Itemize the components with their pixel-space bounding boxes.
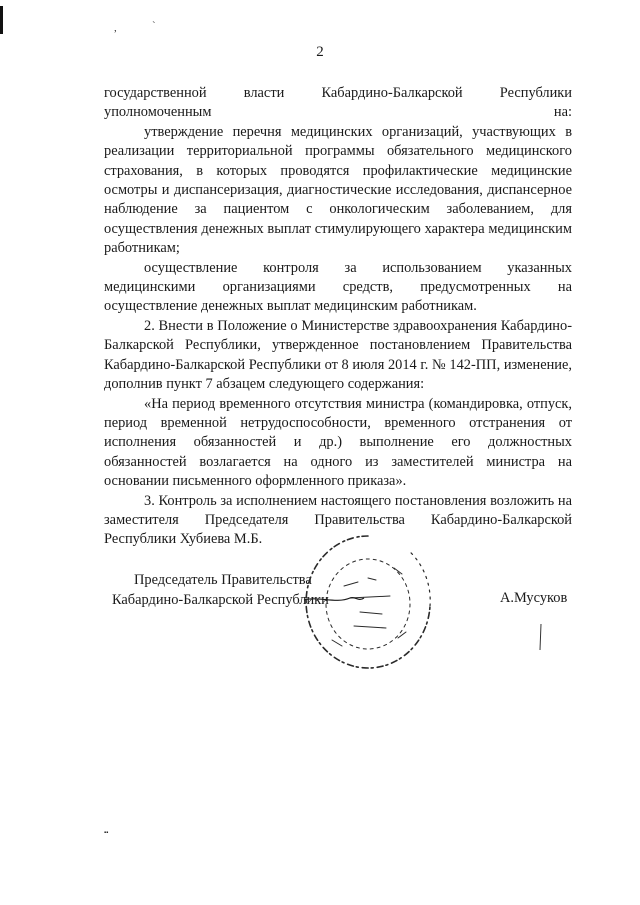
scan-edge-mark bbox=[0, 6, 3, 34]
paragraph-control: осуществление контроля за использованием указанных медицинскими организациями средств, предусмотренных на осуществление денежных выплат медицинским работникам. bbox=[104, 259, 572, 315]
scan-speck: , bbox=[114, 22, 117, 34]
signatory-title bbox=[112, 570, 329, 610]
signatory-title-line2: Кабардино-Балкарской Республики bbox=[112, 592, 329, 608]
scan-speck: ` bbox=[152, 20, 156, 32]
signatory-name: А.Мусуков bbox=[500, 590, 568, 606]
document-body bbox=[104, 84, 572, 550]
paragraph-quote: «На период временного отсутствия министра (командировка, отпуск, период временной нетрудоспособности, временного отстранения от исполнения обязанностей и др.) выполнение его должностных обязанностей возлагается на одного из заместителей министра на основании письменного оформленного приказа». bbox=[104, 395, 572, 490]
signatory-title-line1: Председатель Правительства bbox=[134, 572, 312, 588]
official-seal-stamp bbox=[298, 528, 438, 678]
paragraph-continuation: государственной власти Кабардино-Балкарской Республики уполномоченным на: bbox=[104, 85, 572, 121]
signature-stroke bbox=[536, 622, 544, 652]
paragraph-item-3: 3. Контроль за исполнением настоящего постановления возложить на заместителя Председателя Правительства Кабардино-Балкарской Республики Хубиева М.Б. bbox=[104, 492, 572, 548]
scan-footer-mark: ▪▪ bbox=[104, 830, 109, 836]
paragraph-item-2: 2. Внести в Положение о Министерстве здравоохранения Кабардино-Балкарской Республики, утвержденное постановлением Правительства Кабардино-Балкарской Республики от 8 июля 2014 г. № 142-ПП, изменение, дополнив пункт 7 абзацем следующего содержания: bbox=[104, 317, 572, 393]
paragraph-approval-list: утверждение перечня медицинских организаций, участвующих в реализации территориальной программы обязательного медицинского страхования, в которых проводятся профилактические медицинские осмотры и диспансеризация, диагностические исследования, диспансерное наблюдение за пациентом с онкологическим заболеванием, для осуществления денежных выплат стимулирующего характера медицинским работникам; bbox=[104, 123, 572, 257]
page-number: 2 bbox=[316, 44, 324, 60]
